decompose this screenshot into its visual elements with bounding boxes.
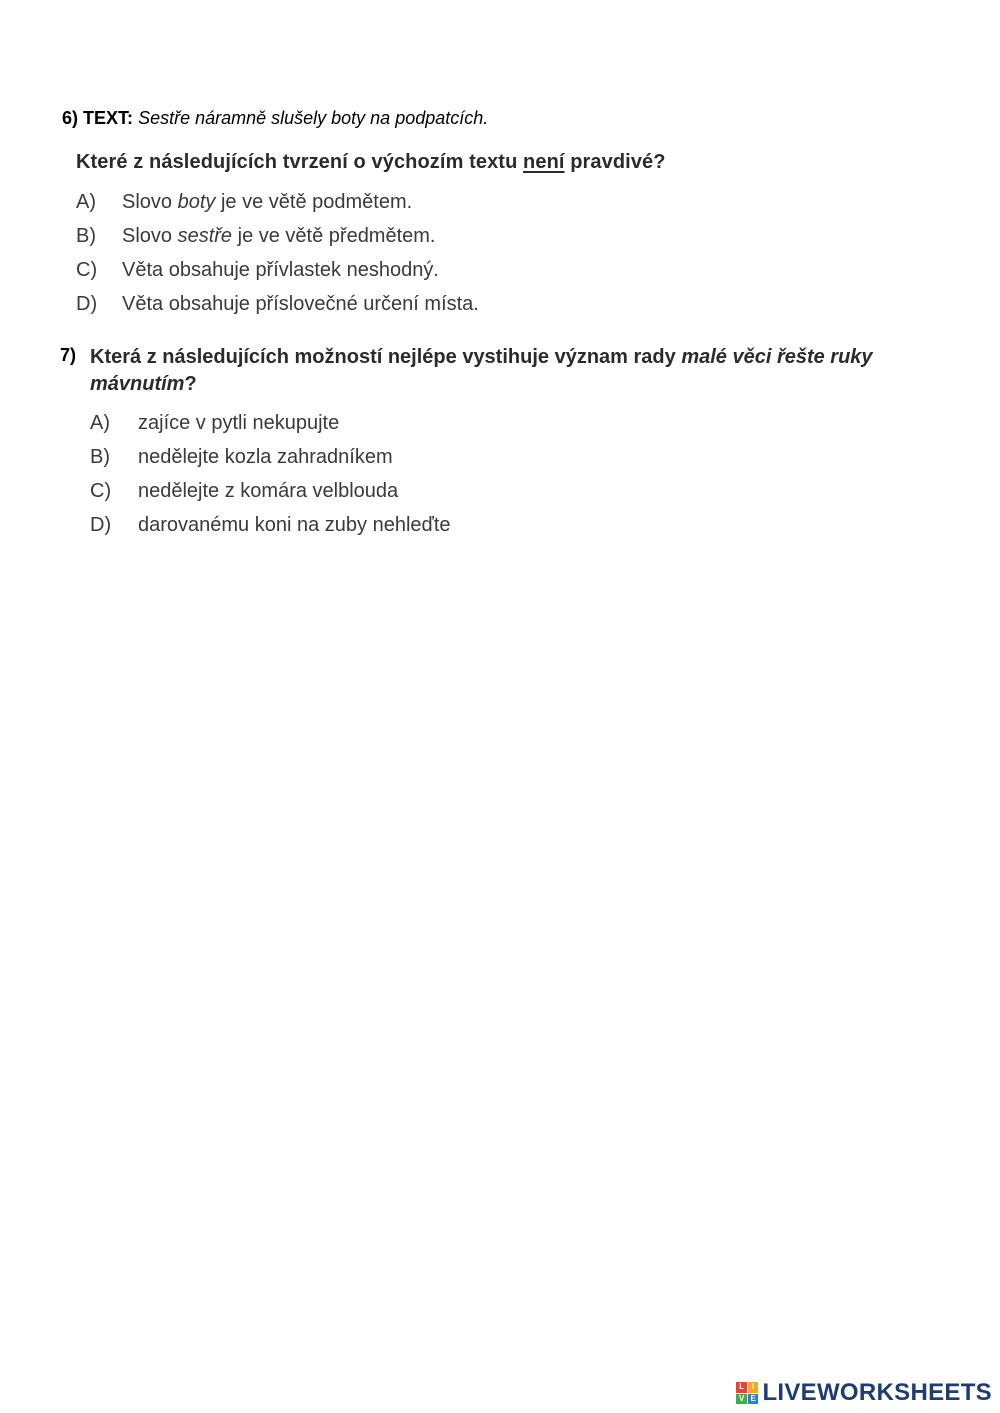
option-letter: A) — [90, 412, 110, 434]
option-letter: B) — [76, 225, 96, 247]
question-6-source-text: Sestře náramně slušely boty na podpatcích. — [138, 108, 489, 128]
question-6-text — [62, 108, 488, 129]
liveworksheets-logo-icon: L I V E — [736, 1382, 758, 1404]
question-6-label: TEXT: — [83, 108, 134, 128]
option-letter: D) — [90, 514, 112, 536]
option-letter: B) — [90, 446, 110, 468]
question-7-prompt: Která z následujících možností nejlépe vystihuje význam rady malé věci řešte ruky mávnutím? — [90, 346, 873, 395]
option-letter: C) — [76, 259, 98, 281]
question-6-option-a[interactable]: A) Slovo boty je ve větě podmětem. — [76, 191, 413, 213]
question-6-option-b[interactable]: B) Slovo sestře je ve větě předmětem. — [76, 225, 436, 247]
option-letter: A) — [76, 191, 96, 213]
question-7-number: 7) — [60, 345, 77, 365]
question-6-option-c[interactable]: C) Věta obsahuje přívlastek neshodný. — [76, 259, 439, 281]
question-7-option-a[interactable]: A) zajíce v pytli nekupujte — [90, 412, 340, 434]
question-6-prompt: Které z následujících tvrzení o výchozím textu není pravdivé? — [76, 151, 666, 173]
question-7-option-c[interactable]: C) nedělejte z komára velblouda — [90, 480, 399, 502]
proverb-text: malé věci řešte ruky mávnutím — [90, 346, 873, 395]
liveworksheets-logo — [736, 1379, 992, 1407]
question-7-option-d[interactable]: D) darovanému koni na zuby nehleďte — [90, 514, 451, 536]
underlined-word: není — [523, 151, 565, 173]
option-letter: D) — [76, 293, 98, 315]
question-7-option-b[interactable]: B) nedělejte kozla zahradníkem — [90, 446, 393, 468]
option-letter: C) — [90, 480, 112, 502]
question-6-number: 6) — [62, 108, 79, 128]
brand-name: LIVEWORKSHEETS — [762, 1379, 992, 1406]
question-6-option-d[interactable]: D) Věta obsahuje příslovečné určení místa. — [76, 293, 479, 315]
